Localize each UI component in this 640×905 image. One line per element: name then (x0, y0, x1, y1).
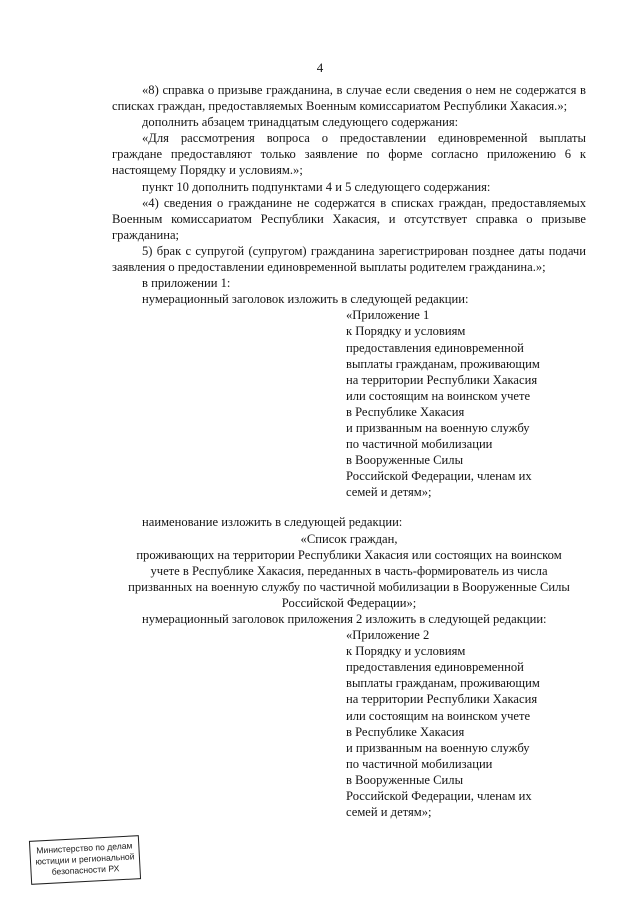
paragraph-name-edit: наименование изложить в следующей редакции: (142, 515, 403, 530)
appendix-1-line: или состоящим на воинском учете (346, 388, 531, 403)
appendix-1-line: Российской Федерации, членам их (346, 469, 532, 484)
appendix-1-line: и призванным на военную службу (346, 420, 530, 435)
paragraph-punkt-10: пункт 10 дополнить подпунктами 4 и 5 следующего содержания: (142, 179, 491, 194)
appendix-1-line: в Вооруженные Силы (346, 453, 464, 468)
appendix-1-line: в Республике Хакасия (346, 404, 465, 419)
list-title-line: проживающих на территории Республики Хакасия или состоящих на воинском (136, 547, 562, 562)
spacer (112, 500, 586, 514)
document-body (112, 82, 586, 820)
appendix-2-line: к Порядку и условиям (346, 644, 466, 659)
list-title-line: Российской Федерации»; (281, 595, 417, 610)
appendix-2-line: на территории Республики Хакасия (346, 692, 538, 707)
appendix-1-line: предоставления единовременной (346, 340, 524, 355)
appendix-2-line: выплаты гражданам, проживающим (346, 676, 540, 691)
stamp-line: безопасности РХ (51, 863, 120, 877)
paragraph-subitem-4: «4) сведения о гражданине не содержатся в списках граждан, предоставляемых Военным комиссариатом Республики Хакасия, и отсутствует справка о призыве гражданина; (112, 195, 586, 242)
appendix-2-line: и призванным на военную службу (346, 740, 530, 755)
appendix-1-line: по частичной мобилизации (346, 437, 493, 452)
appendix-2-line: «Приложение 2 (346, 628, 430, 643)
appendix-2-line: или состоящим на воинском учете (346, 708, 531, 723)
list-title-line: учете в Республике Хакасия, переданных в часть-формирователь из числа (150, 563, 548, 578)
stamp-line: юстиции и региональной (35, 851, 135, 867)
page-number: 4 (316, 60, 324, 75)
appendix-2-line: семей и детям»; (346, 805, 432, 820)
paragraph-subitem-5: 5) брак с супругой (супругом) гражданина зарегистрирован позднее даты подачи заявления о предоставлении единовременной выплаты родителем гражданина.»; (112, 243, 586, 275)
appendix-1-header (346, 307, 586, 500)
appendix-1-line: «Приложение 1 (346, 308, 430, 323)
list-title (112, 531, 586, 611)
appendix-1-line: к Порядку и условиям (346, 324, 466, 339)
appendix-2-line: в Республике Хакасия (346, 724, 465, 739)
stamp-line: Министерство по делам (36, 840, 133, 856)
appendix-1-line: выплаты гражданам, проживающим (346, 356, 540, 371)
ministry-stamp (29, 835, 141, 885)
paragraph-header-edit-1: нумерационный заголовок изложить в следующей редакции: (142, 292, 469, 307)
list-title-line: «Список граждан, (300, 531, 398, 546)
appendix-2-line: по частичной мобилизации (346, 756, 493, 771)
paragraph-item-8: «8) справка о призыве гражданина, в случае если сведения о нем не содержатся в списках граждан, предоставляемых Военным комиссариатом Республики Хакасия.»; (112, 83, 586, 114)
paragraph-appendix-1-intro: в приложении 1: (142, 276, 231, 291)
paragraph-header-edit-2: нумерационный заголовок приложения 2 изложить в следующей редакции: (142, 612, 547, 626)
appendix-2-line: Российской Федерации, членам их (346, 789, 532, 804)
appendix-1-line: на территории Республики Хакасия (346, 372, 538, 387)
appendix-1-line: семей и детям»; (346, 485, 432, 500)
appendix-2-line: предоставления единовременной (346, 660, 524, 675)
paragraph-quote-rassmotrenie: «Для рассмотрения вопроса о предоставлении единовременной выплаты граждане предоставляют только заявление по форме согласно приложению 6 к настоящему Порядку и условиям.»; (112, 131, 586, 178)
appendix-2-line: в Вооруженные Силы (346, 772, 464, 787)
list-title-line: призванных на военную службу по частичной мобилизации в Вооруженные Силы (128, 579, 570, 594)
paragraph-add-abzac: дополнить абзацем тринадцатым следующего содержания: (142, 115, 459, 130)
appendix-2-header (346, 627, 586, 820)
